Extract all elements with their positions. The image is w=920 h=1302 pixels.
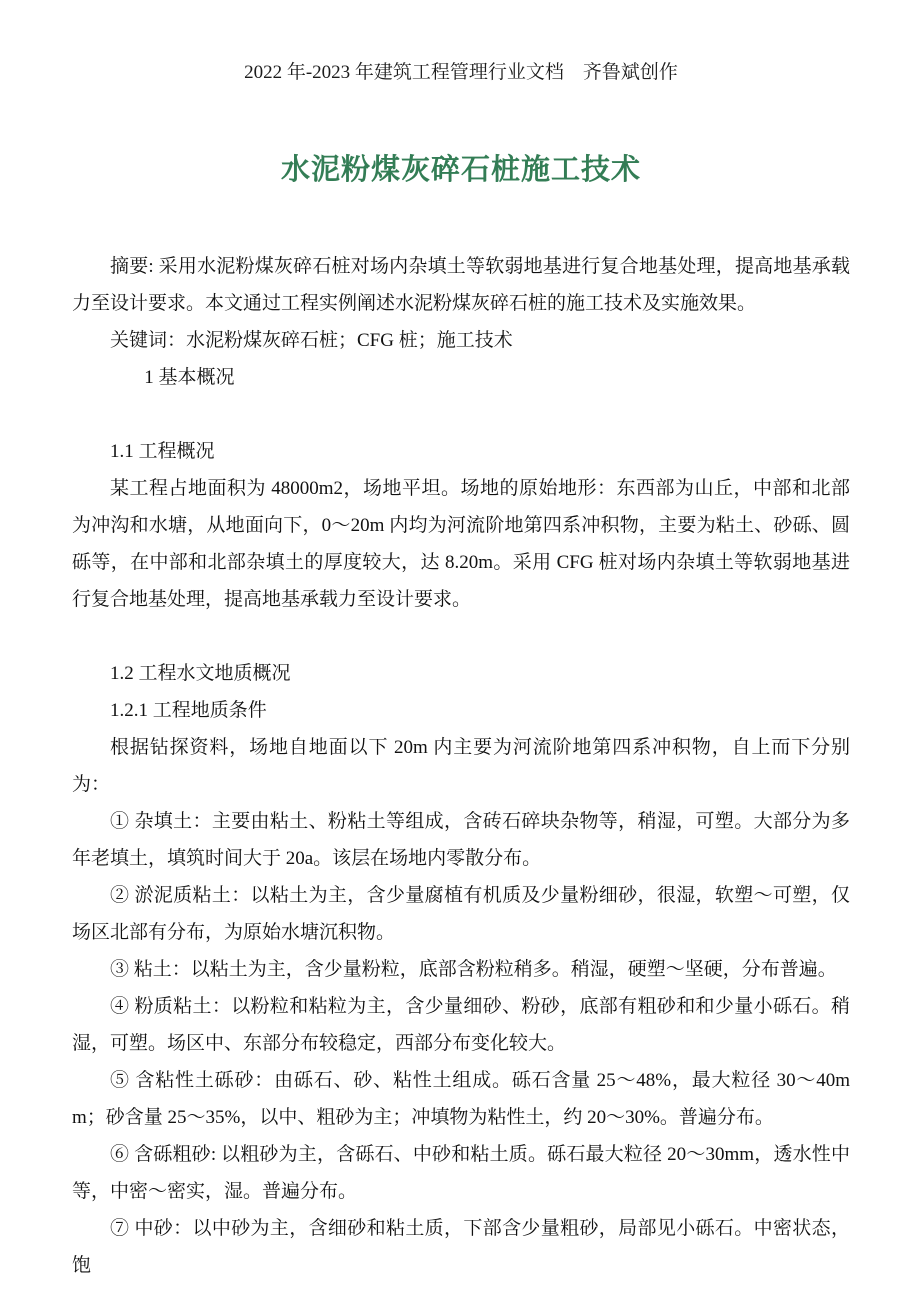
project-overview-paragraph: 某工程占地面积为 48000m2，场地平坦。场地的原始地形：东西部为山丘，中部和北部为冲沟和水塘，从地面向下，0～20m 内均为河流阶地第四系冲积物，主要为粘土、砂砾、圆砾等，在中部和北部杂填土的厚度较大，达 8.20m。采用 CFG 桩对场内杂填土等软弱地基进行复合地基处理，提高地基承载力至设计要求。 [72, 478, 850, 610]
soil-layer-item-2: ② 淤泥质粘土：以粘土为主，含少量腐植有机质及少量粉细砂，很湿，软塑～可塑，仅场区北部有分布，为原始水塘沉积物。 [72, 885, 850, 943]
soil-layer-item-6: ⑥ 含砾粗砂: 以粗砂为主，含砾石、中砂和粘土质。砾石最大粒径 20～30mm，透水性中等，中密～密实，湿。普遍分布。 [72, 1144, 850, 1202]
section-heading-1: 1 基本概况 [144, 367, 235, 388]
section-heading-1-1: 1.1 工程概况 [110, 441, 215, 462]
soil-layer-item-1: ① 杂填土：主要由粘土、粉粘土等组成，含砖石碎块杂物等，稍湿，可塑。大部分为多年老填土，填筑时间大于 20a。该层在场地内零散分布。 [72, 811, 850, 869]
section-heading-1-2-1: 1.2.1 工程地质条件 [110, 700, 267, 721]
soil-layer-item-7: ⑦ 中砂：以中砂为主，含细砂和粘土质，下部含少量粗砂，局部见小砾石。中密状态，饱 [72, 1218, 850, 1276]
document-title: 水泥粉煤灰碎石桩施工技术 [280, 154, 641, 186]
section-heading-1-2: 1.2 工程水文地质概况 [110, 663, 291, 684]
abstract-paragraph: 摘要: 采用水泥粉煤灰碎石桩对场内杂填土等软弱地基进行复合地基处理，提高地基承载力至设计要求。本文通过工程实例阐述水泥粉煤灰碎石桩的施工技术及实施效果。 [72, 256, 850, 314]
page-header: 2022 年-2023 年建筑工程管理行业文档 齐鲁斌创作 [244, 62, 678, 83]
geology-intro-paragraph: 根据钻探资料，场地自地面以下 20m 内主要为河流阶地第四系冲积物，自上而下分别为： [72, 737, 850, 795]
soil-layer-item-4: ④ 粉质粘土：以粉粒和粘粒为主，含少量细砂、粉砂，底部有粗砂和和少量小砾石。稍湿，可塑。场区中、东部分布较稳定，西部分布变化较大。 [72, 996, 850, 1054]
keywords-paragraph: 关键词：水泥粉煤灰碎石桩；CFG 桩；施工技术 [110, 330, 513, 351]
document-body [72, 248, 850, 1284]
soil-layer-item-3: ③ 粘土：以粘土为主，含少量粉粒，底部含粉粒稍多。稍湿，硬塑～坚硬，分布普遍。 [110, 959, 837, 980]
soil-layer-item-5: ⑤ 含粘性土砾砂：由砾石、砂、粘性土组成。砾石含量 25～48%，最大粒径 30～40mm；砂含量 25～35%，以中、粗砂为主；冲填物为粘性土，约 20～30%。普遍分布。 [72, 1070, 850, 1128]
